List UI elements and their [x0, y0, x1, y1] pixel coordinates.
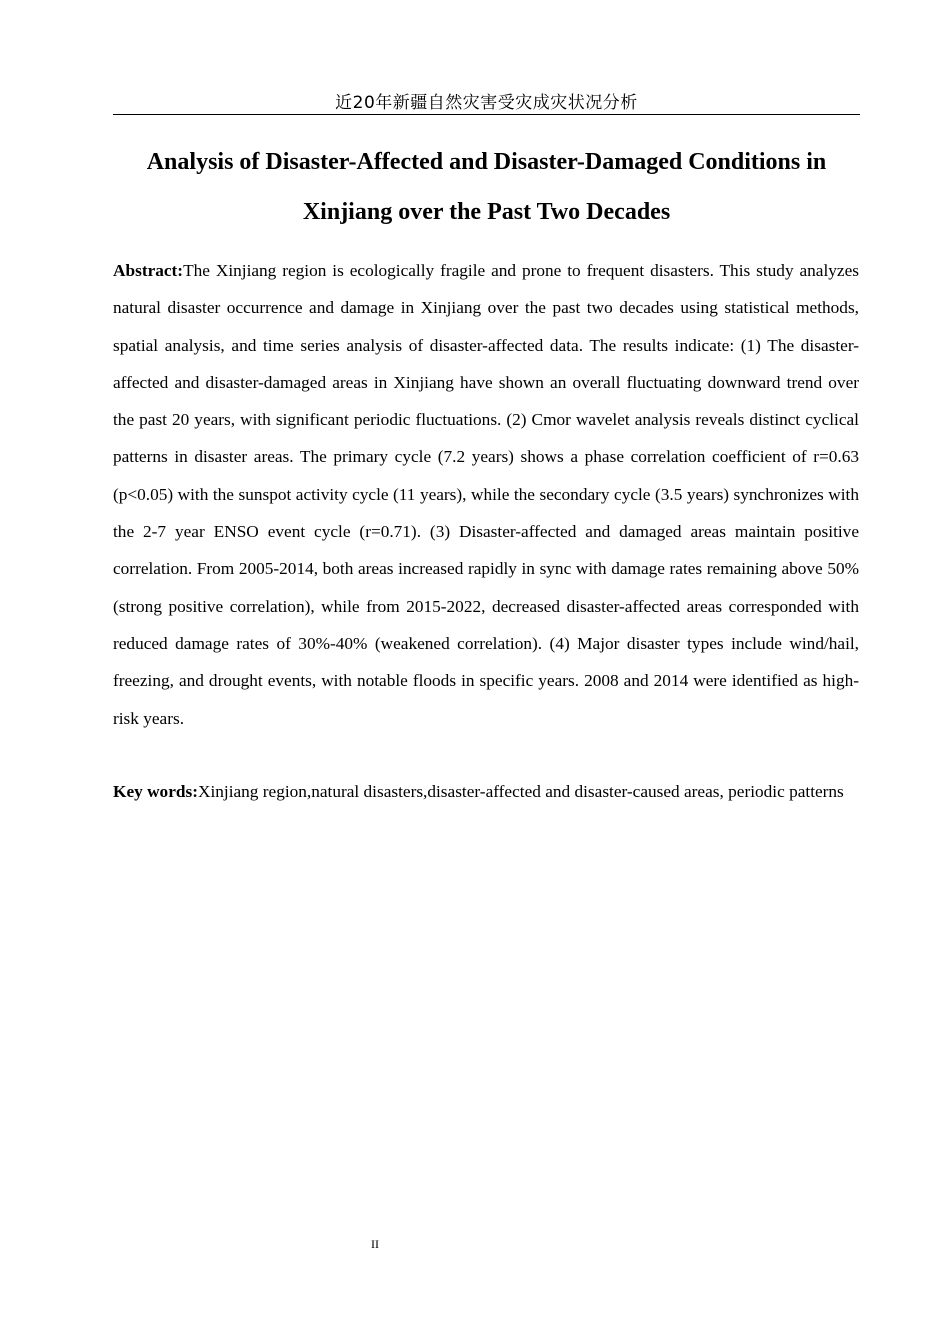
- header-rule: [113, 114, 860, 115]
- keywords-paragraph: [113, 773, 859, 811]
- running-header-title: 近20年新疆自然灾害受灾成灾状况分析: [335, 93, 638, 113]
- abstract-paragraph: [113, 252, 859, 737]
- paper-title-line-2: Xinjiang over the Past Two Decades: [302, 199, 671, 225]
- keywords-label: Key words:: [113, 782, 198, 801]
- page-number: II: [371, 1237, 379, 1251]
- keywords-text: Xinjiang region,natural disasters,disaster-affected and disaster-caused areas, periodic patterns: [197, 782, 844, 801]
- abstract-text: The Xinjiang region is ecologically fragile and prone to frequent disasters. This study analyzes natural disaster occurrence and damage in Xinjiang over the past two decades using statistical methods, spatial analysis, and time series analysis of disaster-affected data. The results indicate: (1) The disaster-affected and disaster-damaged areas in Xinjiang have shown an overall fluctuating downward trend over the past 20 years, with significant periodic fluctuations. (2) Cmor wavelet analysis reveals distinct cyclical patterns in disaster areas. The primary cycle (7.2 years) shows a phase correlation coefficient of r=0.63 (p<0.05) with the sunspot activity cycle (11 years), while the secondary cycle (3.5 years) synchronizes with the 2-7 year ENSO event cycle (r=0.71). (3) Disaster-affected and damaged areas maintain positive correlation. From 2005-2014, both areas increased rapidly in sync with damage rates remaining above 50% (strong positive correlation), while from 2015-2022, decreased disaster-affected areas corresponded with reduced damage rates of 30%-40% (weakened correlation). (4) Major disaster types include wind/hail, freezing, and drought events, with notable floods in specific years. 2008 and 2014 were identified as high-risk years.: [113, 261, 859, 728]
- abstract-label: Abstract:: [113, 261, 184, 280]
- paper-title: [113, 137, 860, 237]
- paper-title-line-1: Analysis of Disaster-Affected and Disaster-Damaged Conditions in: [146, 149, 827, 175]
